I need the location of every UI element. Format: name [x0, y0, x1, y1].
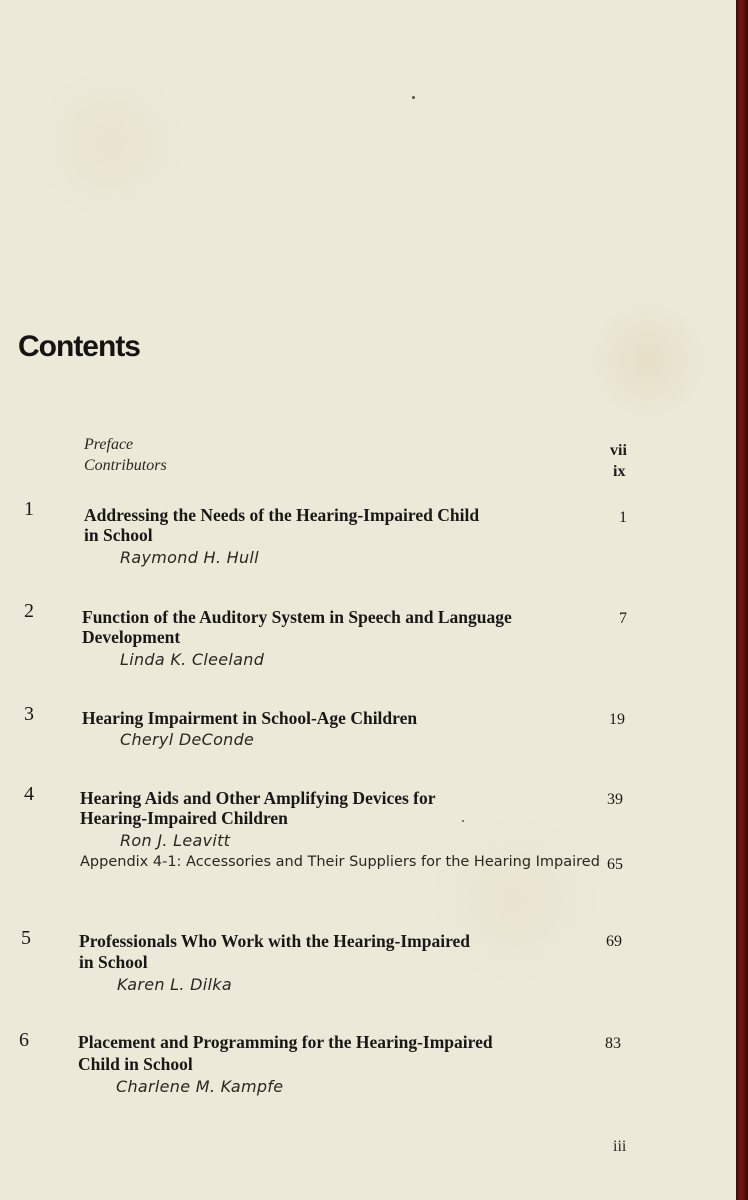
chapter-author: Linda K. Cleeland	[120, 650, 265, 669]
contributors-entry: Contributors	[84, 457, 167, 474]
chapter-number: 3	[24, 703, 34, 725]
contributors-page-number: ix	[613, 463, 626, 480]
chapter-page-number: 39	[607, 791, 623, 808]
chapter-author: Raymond H. Hull	[120, 548, 259, 567]
chapter-number: 5	[21, 927, 31, 949]
chapter-author: Karen L. Dilka	[117, 975, 232, 994]
chapter-title-line: Development	[82, 627, 181, 647]
chapter-title-line: in School	[84, 525, 153, 545]
chapter-page-number: 19	[609, 711, 625, 728]
paper-speck	[462, 820, 464, 822]
chapter-page-number: 1	[619, 509, 627, 526]
chapter-title-line: Placement and Programming for the Hearing-Impaired	[78, 1032, 493, 1052]
chapter-number: 2	[24, 600, 34, 622]
page-folio: iii	[613, 1138, 627, 1155]
preface-entry: Preface	[84, 436, 134, 453]
chapter-number: 1	[24, 498, 34, 520]
book-cover-edge	[736, 0, 748, 1200]
paper-speck	[412, 96, 415, 99]
chapter-title-line: Addressing the Needs of the Hearing-Impaired Child	[84, 505, 480, 525]
appendix-entry: Appendix 4-1: Accessories and Their Suppliers for the Hearing Impaired	[80, 854, 600, 870]
chapter-author: Cheryl DeConde	[120, 730, 255, 749]
chapter-title-line: Hearing Impairment in School-Age Children	[82, 708, 418, 728]
chapter-title-line: Child in School	[78, 1054, 193, 1074]
preface-page-number: vii	[610, 442, 627, 459]
chapter-title-line: Hearing Aids and Other Amplifying Devices for	[80, 788, 436, 808]
appendix-page-number: 65	[607, 856, 623, 873]
chapter-number: 4	[24, 783, 34, 805]
page-title: Contents	[18, 330, 140, 363]
chapter-author: Ron J. Leavitt	[120, 831, 231, 850]
chapter-page-number: 7	[619, 610, 627, 627]
chapter-page-number: 69	[606, 933, 622, 950]
chapter-number: 6	[19, 1029, 29, 1051]
chapter-title-line: Function of the Auditory System in Speech and Language	[82, 607, 512, 627]
chapter-page-number: 83	[605, 1035, 621, 1052]
chapter-title-line: Professionals Who Work with the Hearing-Impaired	[79, 931, 471, 951]
chapter-title-line: Hearing-Impaired Children	[80, 808, 288, 828]
chapter-title-line: in School	[79, 952, 148, 972]
chapter-author: Charlene M. Kampfe	[116, 1077, 284, 1096]
